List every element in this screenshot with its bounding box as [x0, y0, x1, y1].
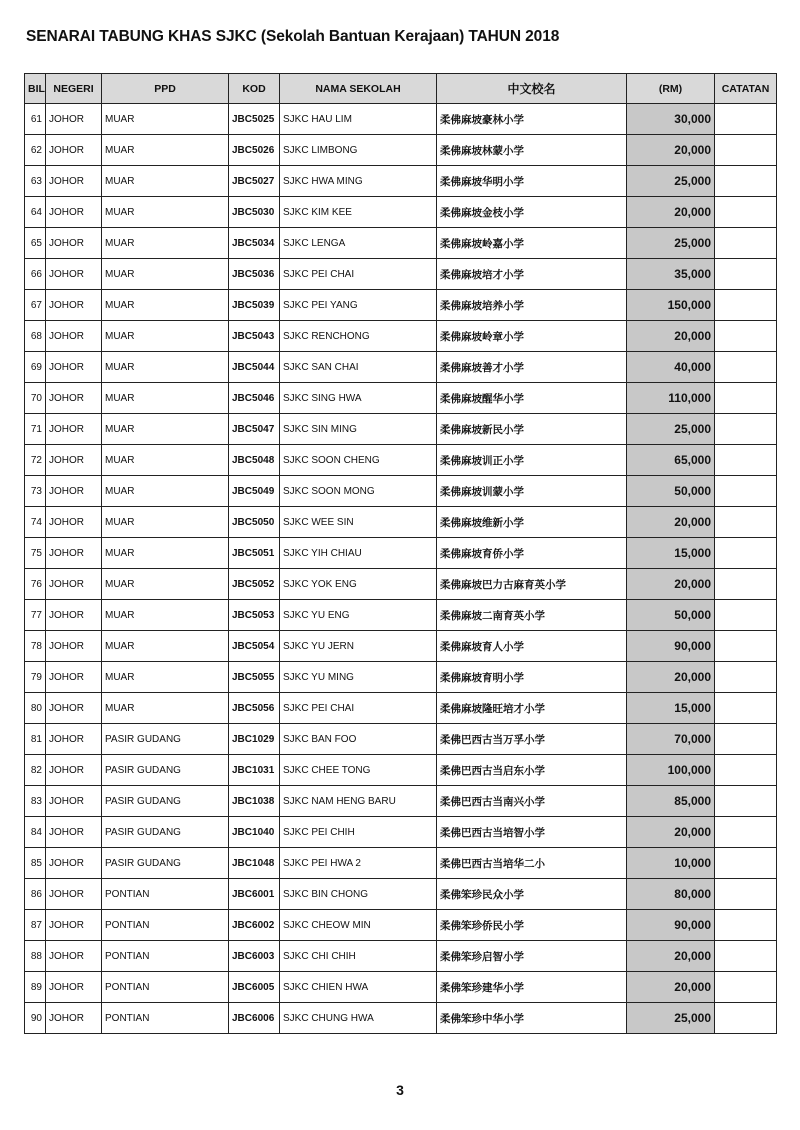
- negeri-cell: JOHOR: [46, 507, 102, 538]
- ppd-cell: PONTIAN: [102, 972, 229, 1003]
- school-code: JBC5046: [229, 383, 280, 414]
- amount-rm: 20,000: [627, 662, 715, 693]
- negeri-cell: JOHOR: [46, 135, 102, 166]
- negeri-cell: JOHOR: [46, 321, 102, 352]
- amount-rm: 15,000: [627, 538, 715, 569]
- ppd-cell: MUAR: [102, 166, 229, 197]
- document-title: SENARAI TABUNG KHAS SJKC (Sekolah Bantuan Kerajaan) TAHUN 2018: [26, 28, 560, 45]
- school-name: SJKC CHEOW MIN: [280, 910, 437, 941]
- ppd-cell: MUAR: [102, 228, 229, 259]
- amount-rm: 20,000: [627, 507, 715, 538]
- ppd-cell: PONTIAN: [102, 941, 229, 972]
- row-number: 87: [25, 910, 46, 941]
- ppd-cell: PASIR GUDANG: [102, 848, 229, 879]
- header-bil: BIL: [25, 74, 46, 104]
- school-code: JBC5026: [229, 135, 280, 166]
- catatan-cell: [715, 631, 777, 662]
- table-row: [25, 569, 777, 600]
- chinese-school-name: 柔佛巴西古当培华二小: [437, 848, 627, 879]
- catatan-cell: [715, 414, 777, 445]
- ppd-cell: MUAR: [102, 321, 229, 352]
- chinese-school-name: 柔佛麻坡金枝小学: [437, 197, 627, 228]
- school-code: JBC5049: [229, 476, 280, 507]
- table-row: [25, 197, 777, 228]
- school-name: SJKC CHI CHIH: [280, 941, 437, 972]
- ppd-cell: PASIR GUDANG: [102, 786, 229, 817]
- school-name: SJKC PEI HWA 2: [280, 848, 437, 879]
- chinese-school-name: 柔佛麻坡善才小学: [437, 352, 627, 383]
- table-row: [25, 724, 777, 755]
- amount-rm: 30,000: [627, 104, 715, 135]
- ppd-cell: MUAR: [102, 414, 229, 445]
- row-number: 90: [25, 1003, 46, 1034]
- amount-rm: 65,000: [627, 445, 715, 476]
- row-number: 73: [25, 476, 46, 507]
- table-row: [25, 135, 777, 166]
- chinese-school-name: 柔佛麻坡二南育英小学: [437, 600, 627, 631]
- catatan-cell: [715, 228, 777, 259]
- amount-rm: 25,000: [627, 1003, 715, 1034]
- ppd-cell: PASIR GUDANG: [102, 724, 229, 755]
- row-number: 79: [25, 662, 46, 693]
- amount-rm: 20,000: [627, 321, 715, 352]
- negeri-cell: JOHOR: [46, 600, 102, 631]
- row-number: 72: [25, 445, 46, 476]
- catatan-cell: [715, 135, 777, 166]
- school-name: SJKC RENCHONG: [280, 321, 437, 352]
- negeri-cell: JOHOR: [46, 662, 102, 693]
- catatan-cell: [715, 755, 777, 786]
- school-name: SJKC HWA MING: [280, 166, 437, 197]
- amount-rm: 90,000: [627, 631, 715, 662]
- chinese-school-name: 柔佛麻坡训正小学: [437, 445, 627, 476]
- ppd-cell: MUAR: [102, 693, 229, 724]
- chinese-school-name: 柔佛麻坡训蒙小学: [437, 476, 627, 507]
- negeri-cell: JOHOR: [46, 476, 102, 507]
- school-code: JBC5034: [229, 228, 280, 259]
- school-code: JBC5039: [229, 290, 280, 321]
- chinese-school-name: 柔佛麻坡巴力古麻育英小学: [437, 569, 627, 600]
- school-name: SJKC LENGA: [280, 228, 437, 259]
- table-row: [25, 600, 777, 631]
- school-code: JBC5027: [229, 166, 280, 197]
- negeri-cell: JOHOR: [46, 104, 102, 135]
- school-code: JBC6003: [229, 941, 280, 972]
- chinese-school-name: 柔佛笨珍启智小学: [437, 941, 627, 972]
- amount-rm: 85,000: [627, 786, 715, 817]
- table-row: [25, 166, 777, 197]
- amount-rm: 50,000: [627, 476, 715, 507]
- chinese-school-name: 柔佛麻坡林蒙小学: [437, 135, 627, 166]
- school-code: JBC5050: [229, 507, 280, 538]
- school-name: SJKC YU JERN: [280, 631, 437, 662]
- negeri-cell: JOHOR: [46, 352, 102, 383]
- amount-rm: 50,000: [627, 600, 715, 631]
- school-name: SJKC NAM HENG BARU: [280, 786, 437, 817]
- school-name: SJKC SIN MING: [280, 414, 437, 445]
- table-row: [25, 755, 777, 786]
- amount-rm: 100,000: [627, 755, 715, 786]
- school-name: SJKC YU MING: [280, 662, 437, 693]
- school-name: SJKC PEI YANG: [280, 290, 437, 321]
- catatan-cell: [715, 476, 777, 507]
- table-row: [25, 476, 777, 507]
- ppd-cell: MUAR: [102, 290, 229, 321]
- table-row: [25, 538, 777, 569]
- header-amount-rm: (RM): [627, 74, 715, 104]
- amount-rm: 20,000: [627, 135, 715, 166]
- school-name: SJKC SOON MONG: [280, 476, 437, 507]
- chinese-school-name: 柔佛笨珍中华小学: [437, 1003, 627, 1034]
- school-code: JBC5044: [229, 352, 280, 383]
- catatan-cell: [715, 600, 777, 631]
- school-code: JBC1031: [229, 755, 280, 786]
- school-code: JBC5048: [229, 445, 280, 476]
- catatan-cell: [715, 910, 777, 941]
- negeri-cell: JOHOR: [46, 848, 102, 879]
- row-number: 75: [25, 538, 46, 569]
- table-row: [25, 972, 777, 1003]
- negeri-cell: JOHOR: [46, 941, 102, 972]
- negeri-cell: JOHOR: [46, 755, 102, 786]
- school-code: JBC1029: [229, 724, 280, 755]
- ppd-cell: PASIR GUDANG: [102, 755, 229, 786]
- table-row: [25, 786, 777, 817]
- chinese-school-name: 柔佛麻坡华明小学: [437, 166, 627, 197]
- chinese-school-name: 柔佛麻坡醒华小学: [437, 383, 627, 414]
- header-row: [25, 74, 777, 104]
- catatan-cell: [715, 879, 777, 910]
- school-name: SJKC PEI CHAI: [280, 259, 437, 290]
- school-code: JBC5051: [229, 538, 280, 569]
- ppd-cell: MUAR: [102, 569, 229, 600]
- table-row: [25, 259, 777, 290]
- amount-rm: 20,000: [627, 972, 715, 1003]
- catatan-cell: [715, 941, 777, 972]
- school-name: SJKC YIH CHIAU: [280, 538, 437, 569]
- chinese-school-name: 柔佛巴西古当万孚小学: [437, 724, 627, 755]
- header-chinese-name: 中文校名: [437, 74, 627, 104]
- table-row: [25, 414, 777, 445]
- row-number: 82: [25, 755, 46, 786]
- row-number: 70: [25, 383, 46, 414]
- school-name: SJKC KIM KEE: [280, 197, 437, 228]
- row-number: 77: [25, 600, 46, 631]
- negeri-cell: JOHOR: [46, 383, 102, 414]
- catatan-cell: [715, 352, 777, 383]
- school-fund-table: [24, 73, 777, 1034]
- amount-rm: 20,000: [627, 941, 715, 972]
- negeri-cell: JOHOR: [46, 786, 102, 817]
- ppd-cell: MUAR: [102, 538, 229, 569]
- ppd-cell: PONTIAN: [102, 910, 229, 941]
- school-code: JBC5054: [229, 631, 280, 662]
- chinese-school-name: 柔佛麻坡岭章小学: [437, 321, 627, 352]
- table-row: [25, 941, 777, 972]
- negeri-cell: JOHOR: [46, 631, 102, 662]
- school-name: SJKC SOON CHENG: [280, 445, 437, 476]
- row-number: 69: [25, 352, 46, 383]
- school-code: JBC6005: [229, 972, 280, 1003]
- chinese-school-name: 柔佛巴西古当启东小学: [437, 755, 627, 786]
- row-number: 64: [25, 197, 46, 228]
- chinese-school-name: 柔佛麻坡岭嘉小学: [437, 228, 627, 259]
- school-code: JBC5047: [229, 414, 280, 445]
- header-negeri: NEGERI: [46, 74, 102, 104]
- table-row: [25, 879, 777, 910]
- chinese-school-name: 柔佛麻坡新民小学: [437, 414, 627, 445]
- amount-rm: 25,000: [627, 166, 715, 197]
- ppd-cell: MUAR: [102, 476, 229, 507]
- catatan-cell: [715, 321, 777, 352]
- table-header: [25, 74, 777, 104]
- row-number: 80: [25, 693, 46, 724]
- catatan-cell: [715, 1003, 777, 1034]
- row-number: 78: [25, 631, 46, 662]
- school-name: SJKC CHIEN HWA: [280, 972, 437, 1003]
- ppd-cell: MUAR: [102, 383, 229, 414]
- row-number: 71: [25, 414, 46, 445]
- chinese-school-name: 柔佛笨珍侨民小学: [437, 910, 627, 941]
- catatan-cell: [715, 104, 777, 135]
- amount-rm: 20,000: [627, 817, 715, 848]
- table-row: [25, 290, 777, 321]
- row-number: 74: [25, 507, 46, 538]
- table-row: [25, 817, 777, 848]
- negeri-cell: JOHOR: [46, 972, 102, 1003]
- ppd-cell: MUAR: [102, 631, 229, 662]
- ppd-cell: PONTIAN: [102, 879, 229, 910]
- amount-rm: 80,000: [627, 879, 715, 910]
- catatan-cell: [715, 848, 777, 879]
- table-row: [25, 662, 777, 693]
- negeri-cell: JOHOR: [46, 445, 102, 476]
- row-number: 67: [25, 290, 46, 321]
- table-row: [25, 507, 777, 538]
- negeri-cell: JOHOR: [46, 1003, 102, 1034]
- catatan-cell: [715, 786, 777, 817]
- row-number: 89: [25, 972, 46, 1003]
- negeri-cell: JOHOR: [46, 724, 102, 755]
- ppd-cell: MUAR: [102, 507, 229, 538]
- header-ppd: PPD: [102, 74, 229, 104]
- catatan-cell: [715, 259, 777, 290]
- school-name: SJKC YU ENG: [280, 600, 437, 631]
- table-row: [25, 104, 777, 135]
- negeri-cell: JOHOR: [46, 166, 102, 197]
- table-row: [25, 445, 777, 476]
- chinese-school-name: 柔佛麻坡育人小学: [437, 631, 627, 662]
- amount-rm: 40,000: [627, 352, 715, 383]
- school-code: JBC1038: [229, 786, 280, 817]
- table-row: [25, 383, 777, 414]
- table-row: [25, 228, 777, 259]
- chinese-school-name: 柔佛麻坡育明小学: [437, 662, 627, 693]
- negeri-cell: JOHOR: [46, 228, 102, 259]
- negeri-cell: JOHOR: [46, 879, 102, 910]
- amount-rm: 25,000: [627, 228, 715, 259]
- negeri-cell: JOHOR: [46, 910, 102, 941]
- table-row: [25, 910, 777, 941]
- school-name: SJKC HAU LIM: [280, 104, 437, 135]
- amount-rm: 110,000: [627, 383, 715, 414]
- page-number: 3: [396, 1082, 404, 1098]
- catatan-cell: [715, 290, 777, 321]
- amount-rm: 35,000: [627, 259, 715, 290]
- catatan-cell: [715, 538, 777, 569]
- header-nama-sekolah: NAMA SEKOLAH: [280, 74, 437, 104]
- chinese-school-name: 柔佛麻坡培才小学: [437, 259, 627, 290]
- ppd-cell: MUAR: [102, 662, 229, 693]
- school-name: SJKC SAN CHAI: [280, 352, 437, 383]
- row-number: 68: [25, 321, 46, 352]
- amount-rm: 25,000: [627, 414, 715, 445]
- chinese-school-name: 柔佛笨珍民众小学: [437, 879, 627, 910]
- ppd-cell: PONTIAN: [102, 1003, 229, 1034]
- row-number: 88: [25, 941, 46, 972]
- school-code: JBC5030: [229, 197, 280, 228]
- catatan-cell: [715, 445, 777, 476]
- school-name: SJKC WEE SIN: [280, 507, 437, 538]
- table-row: [25, 352, 777, 383]
- school-code: JBC5056: [229, 693, 280, 724]
- ppd-cell: MUAR: [102, 104, 229, 135]
- ppd-cell: MUAR: [102, 135, 229, 166]
- row-number: 66: [25, 259, 46, 290]
- amount-rm: 90,000: [627, 910, 715, 941]
- school-name: SJKC CHUNG HWA: [280, 1003, 437, 1034]
- row-number: 62: [25, 135, 46, 166]
- row-number: 84: [25, 817, 46, 848]
- catatan-cell: [715, 569, 777, 600]
- ppd-cell: MUAR: [102, 600, 229, 631]
- table-row: [25, 693, 777, 724]
- table-row: [25, 631, 777, 662]
- ppd-cell: PASIR GUDANG: [102, 817, 229, 848]
- catatan-cell: [715, 817, 777, 848]
- chinese-school-name: 柔佛麻坡豪林小学: [437, 104, 627, 135]
- catatan-cell: [715, 662, 777, 693]
- negeri-cell: JOHOR: [46, 817, 102, 848]
- chinese-school-name: 柔佛巴西古当培智小学: [437, 817, 627, 848]
- table-row: [25, 1003, 777, 1034]
- school-code: JBC6002: [229, 910, 280, 941]
- negeri-cell: JOHOR: [46, 414, 102, 445]
- school-code: JBC5053: [229, 600, 280, 631]
- school-code: JBC5052: [229, 569, 280, 600]
- header-kod: KOD: [229, 74, 280, 104]
- chinese-school-name: 柔佛麻坡维新小学: [437, 507, 627, 538]
- school-name: SJKC SING HWA: [280, 383, 437, 414]
- amount-rm: 150,000: [627, 290, 715, 321]
- school-code: JBC5036: [229, 259, 280, 290]
- school-name: SJKC PEI CHAI: [280, 693, 437, 724]
- catatan-cell: [715, 693, 777, 724]
- table-row: [25, 848, 777, 879]
- school-code: JBC1048: [229, 848, 280, 879]
- row-number: 65: [25, 228, 46, 259]
- header-catatan: CATATAN: [715, 74, 777, 104]
- table-row: [25, 321, 777, 352]
- chinese-school-name: 柔佛麻坡育侨小学: [437, 538, 627, 569]
- amount-rm: 70,000: [627, 724, 715, 755]
- amount-rm: 15,000: [627, 693, 715, 724]
- school-code: JBC1040: [229, 817, 280, 848]
- chinese-school-name: 柔佛巴西古当南兴小学: [437, 786, 627, 817]
- school-name: SJKC BAN FOO: [280, 724, 437, 755]
- catatan-cell: [715, 197, 777, 228]
- school-code: JBC6001: [229, 879, 280, 910]
- row-number: 85: [25, 848, 46, 879]
- row-number: 76: [25, 569, 46, 600]
- catatan-cell: [715, 972, 777, 1003]
- table-body: [25, 104, 777, 1034]
- row-number: 63: [25, 166, 46, 197]
- negeri-cell: JOHOR: [46, 290, 102, 321]
- negeri-cell: JOHOR: [46, 569, 102, 600]
- amount-rm: 10,000: [627, 848, 715, 879]
- school-code: JBC5055: [229, 662, 280, 693]
- school-code: JBC5043: [229, 321, 280, 352]
- negeri-cell: JOHOR: [46, 197, 102, 228]
- catatan-cell: [715, 383, 777, 414]
- catatan-cell: [715, 507, 777, 538]
- school-name: SJKC LIMBONG: [280, 135, 437, 166]
- school-name: SJKC YOK ENG: [280, 569, 437, 600]
- school-code: JBC5025: [229, 104, 280, 135]
- school-code: JBC6006: [229, 1003, 280, 1034]
- amount-rm: 20,000: [627, 197, 715, 228]
- ppd-cell: MUAR: [102, 445, 229, 476]
- chinese-school-name: 柔佛笨珍建华小学: [437, 972, 627, 1003]
- ppd-cell: MUAR: [102, 259, 229, 290]
- row-number: 83: [25, 786, 46, 817]
- chinese-school-name: 柔佛麻坡培养小学: [437, 290, 627, 321]
- ppd-cell: MUAR: [102, 352, 229, 383]
- school-name: SJKC PEI CHIH: [280, 817, 437, 848]
- negeri-cell: JOHOR: [46, 693, 102, 724]
- ppd-cell: MUAR: [102, 197, 229, 228]
- amount-rm: 20,000: [627, 569, 715, 600]
- row-number: 61: [25, 104, 46, 135]
- negeri-cell: JOHOR: [46, 538, 102, 569]
- chinese-school-name: 柔佛麻坡隆旺培才小学: [437, 693, 627, 724]
- row-number: 81: [25, 724, 46, 755]
- negeri-cell: JOHOR: [46, 259, 102, 290]
- school-name: SJKC BIN CHONG: [280, 879, 437, 910]
- school-name: SJKC CHEE TONG: [280, 755, 437, 786]
- row-number: 86: [25, 879, 46, 910]
- catatan-cell: [715, 724, 777, 755]
- catatan-cell: [715, 166, 777, 197]
